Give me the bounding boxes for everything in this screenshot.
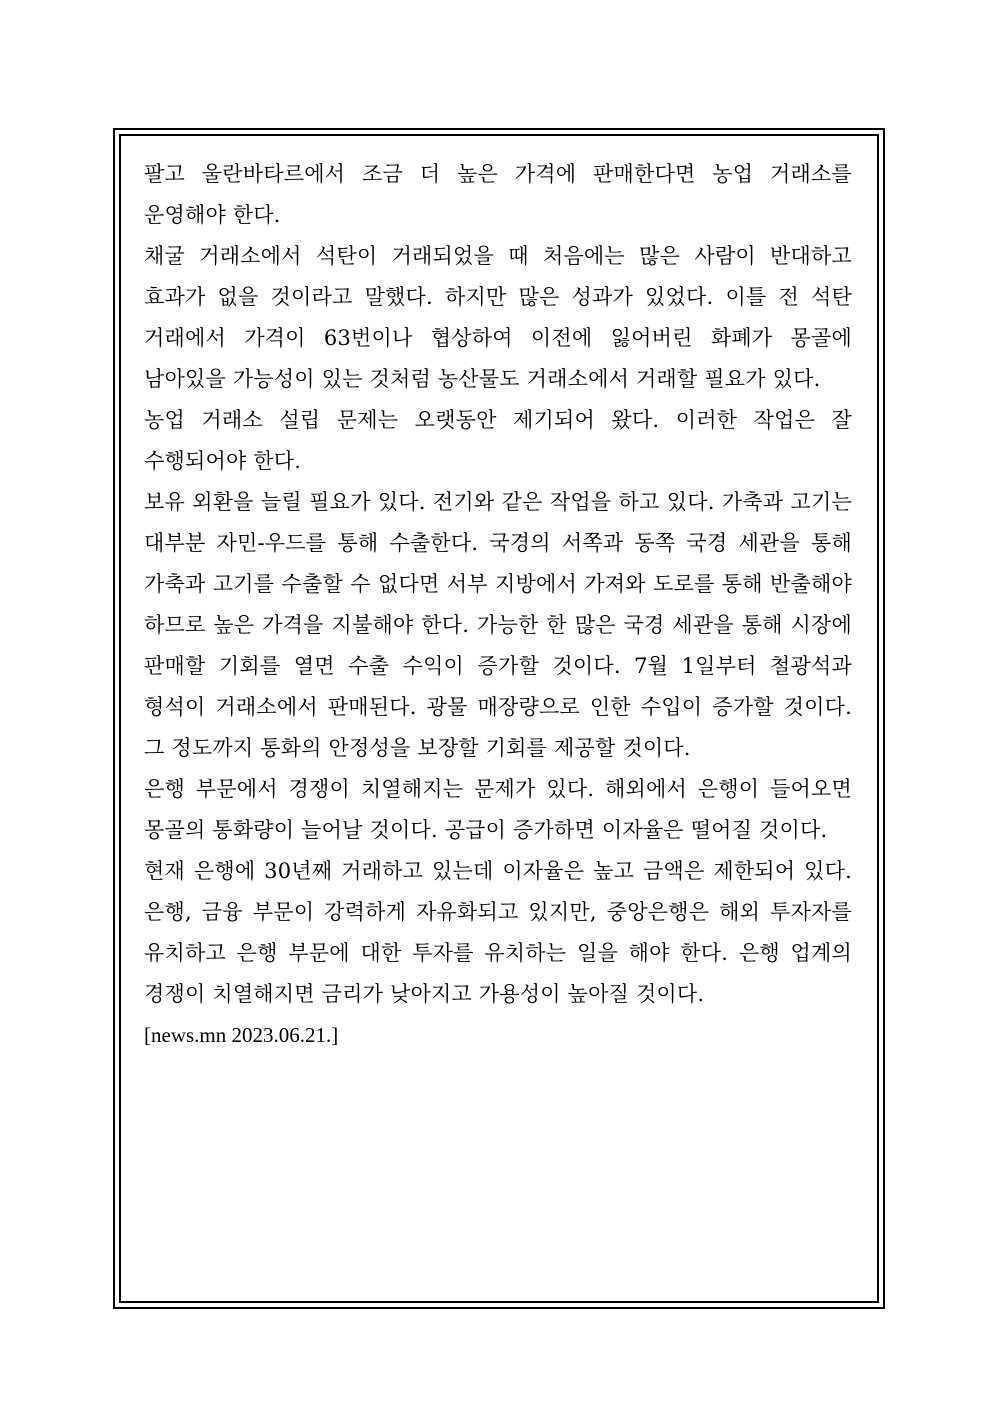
source-citation: [news.mn 2023.06.21.] <box>144 1023 339 1047</box>
paragraph-6: 현재 은행에 30년째 거래하고 있는데 이자율은 높고 금액은 제한되어 있다. 은행, 금융 부문이 강력하게 자유화되고 있지만, 중앙은행은 해외 투자자를 유치하고 은행 부문에 대한 투자를 유치하는 일을 해야 한다. 은행 업계의 경쟁이 치열해지면 금리가 낮아지고 가용성이 높아질 것이다. <box>144 859 852 1006</box>
paragraph-2: 채굴 거래소에서 석탄이 거래되었을 때 처음에는 많은 사람이 반대하고 효과가 없을 것이라고 말했다. 하지만 많은 성과가 있었다. 이틀 전 석탄 거래에서 가격이 63번이나 협상하여 이전에 잃어버린 화폐가 몽골에 남아있을 가능성이 있는 것처럼 농산물도 거래소에서 거래할 필요가 있다. <box>144 244 852 391</box>
paragraph-5: 은행 부문에서 경쟁이 치열해지는 문제가 있다. 해외에서 은행이 들어오면 몽골의 통화량이 늘어날 것이다. 공급이 증가하면 이자율은 떨어질 것이다. <box>144 777 852 842</box>
article-body <box>144 154 852 1056</box>
paragraph-3: 농업 거래소 설립 문제는 오랫동안 제기되어 왔다. 이러한 작업은 잘 수행되어야 한다. <box>144 408 852 473</box>
paragraph-1: 팔고 울란바타르에서 조금 더 높은 가격에 판매한다면 농업 거래소를 운영해야 한다. <box>144 162 852 227</box>
paragraph-4: 보유 외환을 늘릴 필요가 있다. 전기와 같은 작업을 하고 있다. 가축과 고기는 대부분 자민-우드를 통해 수출한다. 국경의 서쪽과 동쪽 국경 세관을 통해 가축과 고기를 수출할 수 없다면 서부 지방에서 가져와 도로를 통해 반출해야 하므로 높은 가격을 지불해야 한다. 가능한 한 많은 국경 세관을 통해 시장에 판매할 기회를 열면 수출 수익이 증가할 것이다. 7월 1일부터 철광석과 형석이 거래소에서 판매된다. 광물 매장량으로 인한 수입이 증가할 것이다. 그 정도까지 통화의 안정성을 보장할 기회를 제공할 것이다. <box>144 490 852 760</box>
